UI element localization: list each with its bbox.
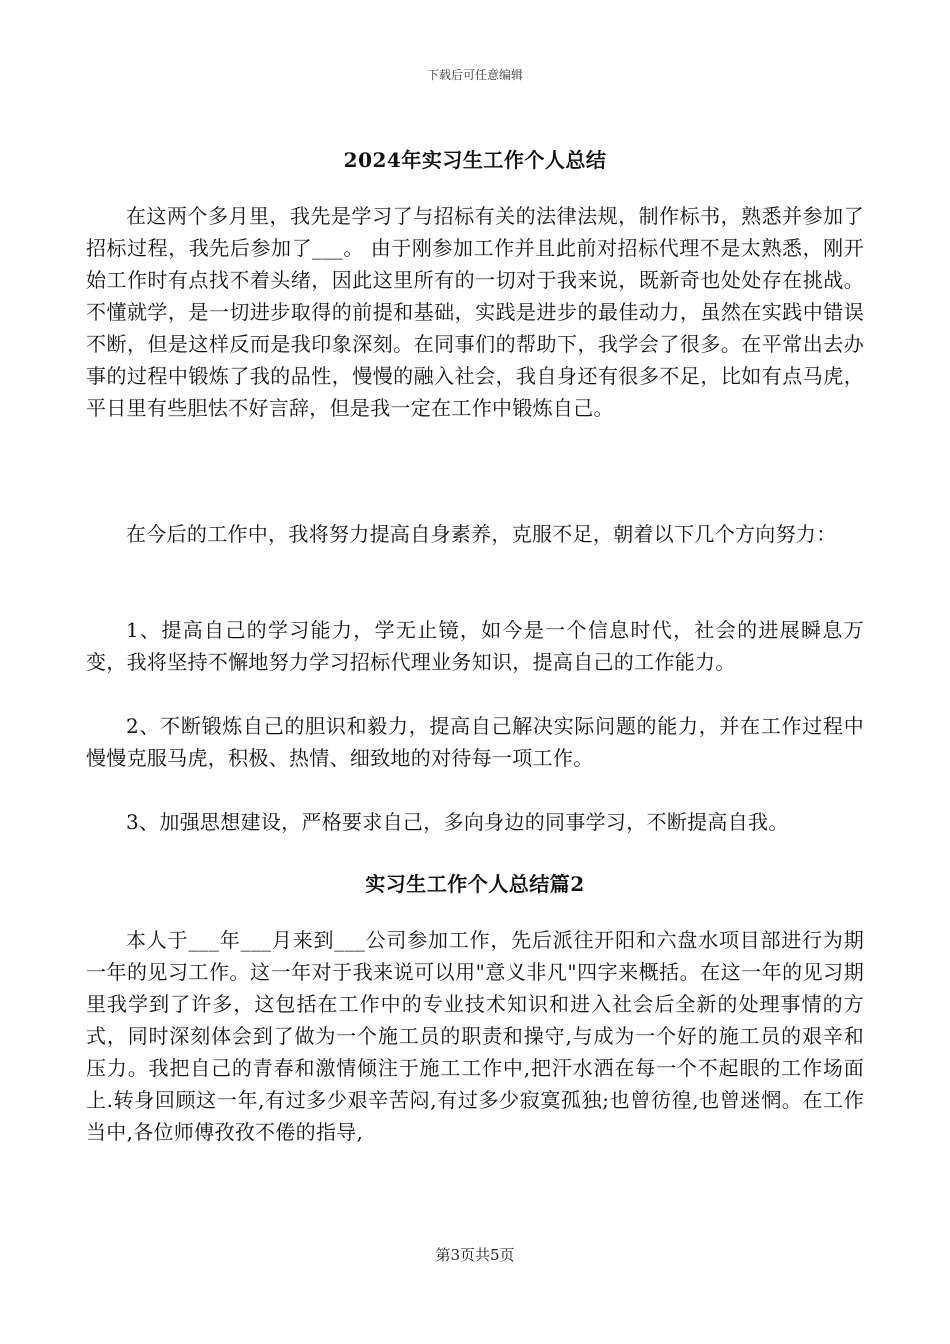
paragraph-intro: 在这两个多月里，我先是学习了与招标有关的法律法规，制作标书，熟悉并参加了招标过程，我先后参加了___。 由于刚参加工作并且此前对招标代理不是太熟悉，刚开始工作时有点找不着头绪，因此这里所有的一切对于我来说，既新奇也处处存在挑战。不懂就学，是一切进步取得的前提和基础，实践是进步的最佳动力，虽然在实践中错误不断，但是这样反而是我印象深刻。在同事们的帮助下，我学会了很多。在平常出去办事的过程中锻炼了我的品性，慢慢的融入社会，我自身还有很多不足，比如有点马虎，平日里有些胆怯不好言辞，但是我一定在工作中锻炼自己。 [86,204,864,420]
paragraph-item-3: 3、加强思想建设，严格要求自己，多向身边的同事学习，不断提高自我。 [126,810,789,834]
page-number-footer: 第3页共5页 [435,1246,515,1264]
paragraph-future-plan: 在今后的工作中，我将努力提高自身素养，克服不足，朝着以下几个方向努力： [126,522,837,546]
section2-paragraph: 本人于___年___月来到___公司参加工作，先后派往开阳和六盘水项目部进行为期一年的见习工作。这一年对于我来说可以用"意义非凡"四字来概括。在这一年的见习期里我学到了许多，这包括在工作中的专业技术知识和进入社会后全新的处理事情的方式，同时深刻体会到了做为一个施工员的职责和操守,与成为一个好的施工员的艰辛和压力。我把自己的青春和激情倾注于施工工作中,把汗水洒在每一个不起眼的工作场面上.转身回顾这一年,有过多少艰辛苦闷,有过多少寂寞孤独;也曾彷徨,也曾迷惘。在工作当中,各位师傅孜孜不倦的指导, [86,928,864,1144]
paragraph-item-2: 2、不断锻炼自己的胆识和毅力，提高自己解决实际问题的能力，并在工作过程中慢慢克服马虎，积极、热情、细致地的对待每一项工作。 [86,714,864,770]
paragraph-item-1: 1、提高自己的学习能力，学无止镜，如今是一个信息时代，社会的进展瞬息万变，我将坚持不懈地努力学习招标代理业务知识，提高自己的工作能力。 [86,618,864,674]
header-note: 下载后可任意编辑 [426,68,523,82]
document-title: 2024年实习生工作个人总结 [343,148,607,172]
section2-title: 实习生工作个人总结篇2 [365,872,585,896]
